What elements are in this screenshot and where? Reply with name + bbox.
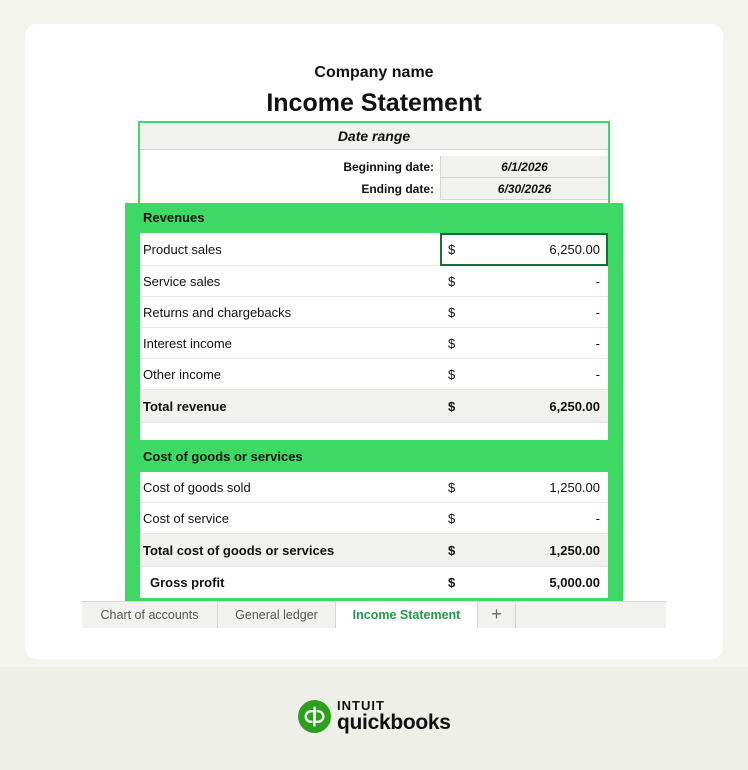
tab-income-statement[interactable]: Income Statement (336, 601, 478, 628)
row-amount-cell[interactable]: - (595, 304, 600, 320)
date-range-heading: Date range (140, 123, 608, 150)
row-currency: $ (448, 575, 456, 590)
row-currency: $ (448, 510, 456, 526)
row-amount-cell[interactable]: - (595, 510, 600, 526)
row-amount-cell[interactable]: - (595, 335, 600, 351)
row-amount-cell[interactable]: - (595, 366, 600, 382)
beginning-date-label: Beginning date: (343, 160, 434, 174)
row-label: Cost of service (143, 510, 229, 526)
table-row[interactable] (140, 297, 608, 328)
ending-date-cell[interactable]: 6/30/2026 (440, 178, 608, 200)
row-currency: $ (448, 304, 456, 320)
selected-cell-outline (440, 233, 608, 266)
row-amount-cell[interactable]: 1,250.00 (549, 542, 600, 558)
date-range-box (138, 121, 610, 204)
row-amount-cell[interactable]: 6,250.00 (549, 398, 600, 414)
ending-date-row (140, 178, 608, 200)
row-label: Total revenue (143, 398, 227, 414)
table-row[interactable] (140, 472, 608, 503)
table-row[interactable] (140, 233, 608, 266)
row-label: Interest income (143, 335, 232, 351)
row-amount-cell[interactable]: 5,000.00 (549, 575, 600, 590)
row-currency: $ (448, 366, 456, 382)
row-label: Cost of goods sold (143, 479, 251, 495)
row-label: Product sales (143, 241, 222, 257)
sheet-tabs (82, 601, 666, 628)
logo-quickbooks-text: quickbooks (337, 711, 451, 734)
row-label: Service sales (143, 273, 221, 289)
cogs-table (140, 472, 608, 598)
row-currency: $ (448, 542, 456, 558)
beginning-date-row (140, 156, 608, 178)
total-cogs-row[interactable] (140, 534, 608, 567)
revenues-table (140, 233, 608, 440)
tab-general-ledger[interactable]: General ledger (218, 602, 336, 628)
table-row[interactable] (140, 266, 608, 297)
revenues-heading: Revenues (143, 210, 205, 225)
row-currency: $ (448, 479, 456, 495)
table-row[interactable] (140, 359, 608, 390)
page-title: Income Statement (266, 89, 482, 117)
tab-chart-of-accounts[interactable]: Chart of accounts (82, 602, 218, 628)
table-row[interactable] (140, 328, 608, 359)
row-label: Other income (143, 366, 222, 382)
table-row[interactable] (140, 503, 608, 534)
cogs-heading: Cost of goods or services (143, 449, 303, 464)
row-currency: $ (448, 398, 456, 414)
row-amount-cell[interactable]: - (595, 273, 600, 289)
logo-wordmark (337, 699, 451, 733)
add-sheet-button[interactable]: + (478, 602, 516, 628)
row-amount-cell[interactable]: 6,250.00 (549, 241, 600, 257)
beginning-date-cell[interactable]: 6/1/2026 (440, 156, 608, 178)
table-spacer (140, 423, 608, 440)
row-currency: $ (448, 241, 456, 257)
row-currency: $ (448, 273, 456, 289)
row-label: Returns and chargebacks (143, 304, 292, 320)
logo-intuit-text: INTUIT (337, 698, 385, 713)
quickbooks-logo (298, 699, 451, 733)
total-revenue-row[interactable] (140, 390, 608, 423)
row-amount-cell[interactable]: 1,250.00 (549, 479, 600, 495)
row-currency: $ (448, 335, 456, 351)
quickbooks-logo-icon (298, 700, 331, 733)
company-name: Company name (314, 64, 434, 81)
row-label: Total cost of goods or services (143, 542, 335, 558)
ending-date-label: Ending date: (361, 182, 434, 196)
row-label: Gross profit (150, 575, 225, 590)
gross-profit-row[interactable] (140, 567, 608, 598)
